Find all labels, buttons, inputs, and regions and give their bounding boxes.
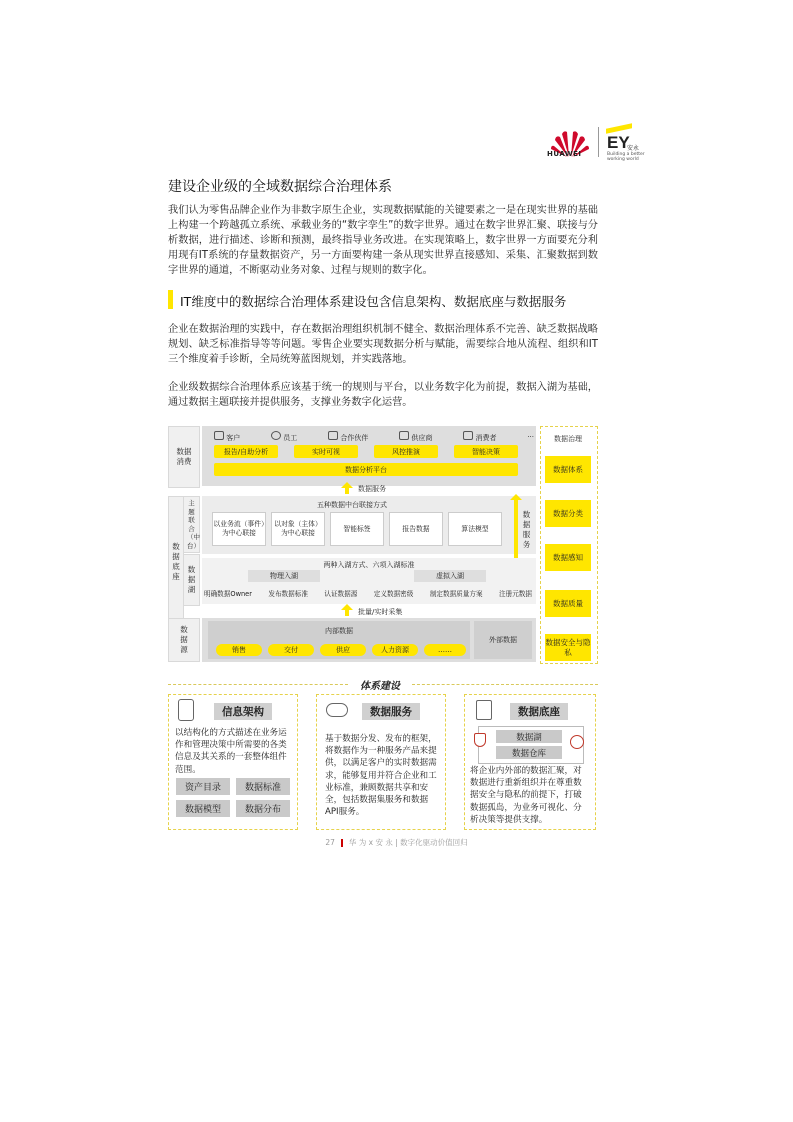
topic-item-2: 以对象（主体）为中心联接: [271, 512, 325, 546]
lake-standard-5: 制定数据质量方案: [429, 590, 483, 598]
page-footer: [0, 837, 793, 848]
cloud-lock-icon: [326, 703, 348, 717]
card-info-arch-text: 以结构化的方式描述在业务运作和管理决策中所需要的各类信息及其关系的一套整体组件范围。: [175, 728, 287, 775]
up-arrow-service: [341, 482, 353, 494]
source-label: 数据源: [168, 618, 200, 662]
lake-physical: 物理入湖: [248, 570, 320, 582]
governance-perception: 数据感知: [545, 544, 591, 571]
up-arrow-collect: [341, 604, 353, 616]
globe-icon: [570, 735, 584, 749]
ey-chinese-name: 安永: [627, 145, 640, 152]
subheading: IT维度中的数据综合治理体系建设包含信息架构、数据底座与数据服务: [180, 294, 567, 309]
card-info-arch-title: 信息架构: [214, 703, 272, 720]
tag-data-standard: 数据标准: [236, 778, 290, 795]
intro-paragraph: 我们认为零售品牌企业作为非数字原生企业，实现数据赋能的关键要素之一是在现实世界的基础上构建一个跨越孤立系统、承载业务的“数字孪生”的数字世界。通过在数字世界汇聚、联接与分析数据，进行描述、诊断和预测，最终指导业务改进。在实现策略上，数字世界一方面要充分利用现有IT系统的存量数据资产，另一方面要构建一条从现实世界直接感知、采集、汇聚数据到数字世界的通道，不断驱动业务对象、过程与规则的数字化。: [168, 205, 598, 276]
topic-item-3: 智能标签: [330, 512, 384, 546]
topic-title: 五种数据中台联接方式: [317, 501, 387, 509]
lake-title: 两种入湖方式、六项入湖标准: [323, 561, 415, 569]
subheading-accent-bar: [168, 290, 173, 309]
topic-label: 主题联合（中台）: [183, 496, 200, 553]
consumer-consumer: 消费者: [463, 431, 496, 443]
internal-sales: 销售: [216, 644, 262, 656]
base-label: 数据底座: [168, 496, 184, 628]
server-icon: [476, 700, 492, 720]
internal-delivery: 交付: [268, 644, 314, 656]
huawei-wordmark: HUAWEI: [547, 150, 582, 158]
system-build-divider-right: [412, 684, 598, 685]
consumer-employee: 员工: [271, 431, 297, 443]
factory-icon: [399, 431, 409, 440]
consume-pill-realtime: 实时可视: [294, 445, 358, 458]
collect-label: 批量/实时采集: [358, 608, 403, 616]
external-data: 外部数据: [474, 621, 532, 659]
governance-title: 数据治理: [554, 435, 582, 443]
system-build-label: 体系建设: [360, 681, 400, 692]
side-service-arrow: [510, 494, 522, 560]
paragraph-3: 企业级数据综合治理体系应该基于统一的规则与平台，以业务数字化为前提，数据入湖为基础，通过数据主题联接并提供服务，支撑业务数字化运营。: [168, 382, 598, 408]
governance-quality: 数据质量: [545, 590, 591, 617]
cart-icon: [463, 431, 473, 440]
section-heading: 建设企业级的全域数据综合治理体系: [168, 179, 392, 195]
governance-system: 数据体系: [545, 456, 591, 483]
governance-security: 数据安全与隐私: [545, 634, 591, 661]
phone-icon: [178, 699, 194, 721]
consume-label: 数据消费: [168, 426, 200, 488]
topic-item-4: 报告数据: [389, 512, 443, 546]
lake-standards: [204, 588, 532, 598]
handshake-icon: [328, 431, 338, 440]
lake-standard-3: 认证数据源: [324, 590, 358, 598]
internal-more: ……: [424, 644, 466, 656]
lake-standard-1: 明确数据Owner: [204, 590, 252, 598]
shield-icon: [474, 733, 486, 747]
person-icon: [271, 431, 281, 440]
governance-classification: 数据分类: [545, 500, 591, 527]
architecture-diagram: [168, 424, 598, 664]
tag-data-model: 数据模型: [176, 800, 230, 817]
system-build-divider-left: [168, 684, 348, 685]
consumer-more: ...: [527, 431, 534, 439]
consume-pill-decision: 智能决策: [454, 445, 518, 458]
internal-hr: 人力资源: [372, 644, 418, 656]
internal-supply: 供应: [320, 644, 366, 656]
paragraph-2: 企业在数据治理的实践中，存在数据治理组织机制不健全、数据治理体系不完善、缺乏数据战略规划、缺乏标准指导等等问题。零售企业要实现数据分析与赋能，需要综合地从流程、组织和IT三个维度着手诊断，全局统筹蓝图规划，并实践落地。: [168, 324, 598, 365]
tag-asset-catalog: 资产目录: [176, 778, 230, 795]
lake-label: 数据湖: [183, 554, 200, 606]
base-box-warehouse: 数据仓库: [496, 746, 562, 759]
consumer-customer: 客户: [214, 431, 240, 443]
side-service-label: 数据服务: [522, 510, 531, 549]
consumer-supplier: 供应商: [399, 431, 432, 443]
analysis-platform: 数据分析平台: [214, 463, 518, 476]
card-data-base-title: 数据底座: [510, 703, 568, 720]
base-box-lake: 数据湖: [496, 730, 562, 743]
ey-tagline: Building a better working world: [607, 152, 645, 162]
footer-red-bar: [341, 839, 343, 847]
lake-standard-4: 定义数据密级: [373, 590, 414, 598]
card-data-service-title: 数据服务: [362, 703, 420, 720]
consumer-row: [214, 431, 534, 443]
tag-data-distribution: 数据分布: [236, 800, 290, 817]
ey-logo: EY: [607, 133, 630, 152]
lake-virtual: 虚拟入湖: [414, 570, 486, 582]
page-number: 27: [325, 838, 335, 847]
building-icon: [214, 431, 224, 440]
lake-standard-6: 注册元数据: [499, 590, 532, 598]
lake-standard-2: 发布数据标准: [268, 590, 308, 598]
footer-text: 华 为 x 安 永 | 数字化驱动价值回归: [348, 838, 468, 847]
data-service-label: 数据服务: [358, 485, 386, 493]
consume-pill-report: 报告/自助分析: [214, 445, 278, 458]
consumer-partner: 合作伙伴: [328, 431, 368, 443]
card-data-base-text: 将企业内外部的数据汇聚，对数据进行重新组织并在尊重数据安全与隐私的前提下，打破数据孤岛，为业务可视化、分析决策等提供支撑。: [470, 766, 582, 825]
topic-item-5: 算法模型: [448, 512, 502, 546]
topic-item-1: 以业务流（事件）为中心联接: [212, 512, 266, 546]
card-data-service-text: 基于数据分发、发布的框架，将数据作为一种服务产品来提供，以满足客户的实时数据需求，能够复用并符合企业和工业标准，兼顾数据共享和安全，包括数据集服务和数据API服务。: [325, 734, 437, 818]
logo-divider: [598, 127, 599, 157]
consume-pill-risk: 风控推演: [374, 445, 438, 458]
internal-data-title: 内部数据: [325, 627, 353, 635]
